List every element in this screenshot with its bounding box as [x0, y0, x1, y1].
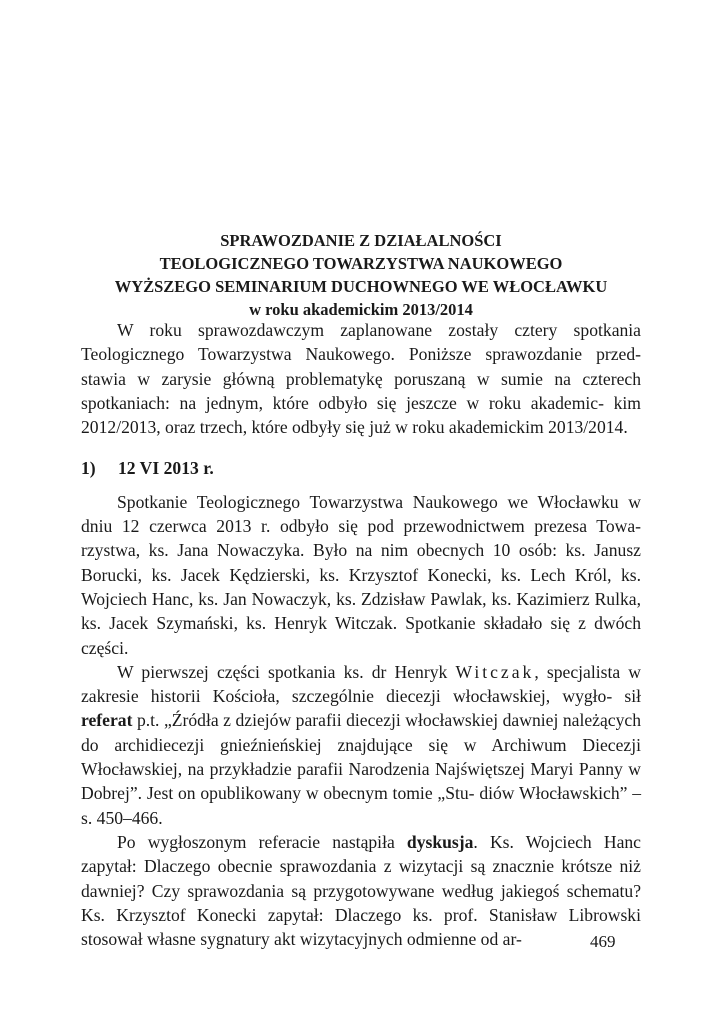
section-date: 12 VI 2013 r.	[118, 458, 214, 479]
text-line: z dwóch części.	[81, 613, 641, 658]
text-line: w dniu 12 czerwca 2013 r. odbyło się pod przewodnictwem prezesa Towa-	[81, 491, 641, 537]
text-line: zapytał: Dlaczego obecnie sprawozdania z wizytacji są znacznie krótsze	[81, 856, 613, 877]
text-line: W roku sprawozdawczym zaplanowane zostały cztery spotkania	[117, 320, 641, 340]
section-number: 1)	[81, 458, 96, 479]
text-line: spotkaniach: na jednym, które odbyło się jeszcze w roku akademic-	[81, 392, 604, 413]
report-title	[80, 229, 642, 321]
text-line: schematu? Ks. Krzysztof Konecki zapytał: Dlaczego ks. prof. Stanisław	[81, 880, 641, 925]
lecture-paragraph	[81, 660, 641, 830]
bold-term: dyskusja	[406, 831, 474, 852]
text-line: diów Włocławskich” – s. 450–466.	[81, 783, 641, 828]
text-line: należących do archidiecezji gnieźnieńskiej znajdujące się w Archiwum	[81, 710, 641, 755]
bold-term: referat	[81, 710, 133, 731]
text-line: rzystwa, ks. Jana Nowaczyka. Było na nim obecnych 10 osób: ks. Janusz	[81, 540, 641, 561]
text-line: Rulka, ks. Jacek Szymański, ks. Henryk Witczak. Spotkanie składało się	[81, 588, 641, 634]
title-line: TEOLOGICZNEGO TOWARZYSTWA NAUKOWEGO	[159, 254, 563, 273]
text-run: , specjalista	[534, 661, 621, 682]
text-run: W pierwszej części spotkania ks. dr Henryk	[117, 661, 456, 682]
text-run: p.t. „Źródła z dziejów parafii diecezji włocławskiej dawniej	[132, 710, 559, 731]
discussion-paragraph	[81, 830, 641, 951]
body-text	[81, 318, 641, 951]
section-heading	[81, 456, 641, 480]
text-line: w zakresie historii Kościoła, szczególnie diecezji włocławskiej, wygło-	[81, 661, 641, 707]
text-run: Po wygłoszonym referacie nastąpiła	[117, 831, 407, 852]
intro-paragraph	[81, 318, 641, 439]
title-subline: w roku akademickim 2013/2014	[249, 300, 473, 319]
text-run: . Ks. Wojciech Hanc	[473, 831, 641, 852]
text-line: stawia w zarysie główną problematykę poruszaną w sumie na czterech	[81, 368, 641, 389]
text-line: Librowski stosował własne sygnatury akt wizytacyjnych odmienne od ar-	[81, 904, 641, 950]
text-line: kim 2012/2013, oraz trzech, które odbyły się już w roku akademickim	[81, 392, 641, 438]
text-line: Teologicznego Towarzystwa Naukowego. Poniższe sprawozdanie przed-	[81, 344, 641, 365]
title-line: WYŻSZEGO SEMINARIUM DUCHOWNEGO WE WŁOCŁAWKU	[114, 277, 608, 296]
meeting-paragraph	[81, 490, 641, 660]
text-line: ks. Wojciech Hanc, ks. Jan Nowaczyk, ks. Zdzisław Pawlak, ks. Kazimierz	[81, 564, 641, 609]
text-line: niż dawniej? Czy sprawozdania są przygotowywane według jakiegoś	[81, 856, 641, 901]
text-line: 2013/2014.	[548, 417, 628, 438]
spaced-name: Witczak	[455, 661, 535, 682]
text-line: Spotkanie Teologicznego Towarzystwa Naukowego we Włocławku	[117, 491, 619, 512]
text-line: Borucki, ks. Jacek Kędzierski, ks. Krzysztof Konecki, ks. Lech Król,	[81, 564, 612, 585]
text-line: Maryi Panny w Dobrej”. Jest on opublikowany w obecnym tomie „Stu-	[81, 759, 641, 804]
page-number: 469	[590, 932, 616, 951]
text-run: sił	[624, 686, 641, 707]
title-line: SPRAWOZDANIE Z DZIAŁALNOŚCI	[220, 231, 502, 250]
text-line: Diecezji Włocławskiej, na przykładzie parafii Narodzenia Najświętszej	[81, 734, 641, 780]
